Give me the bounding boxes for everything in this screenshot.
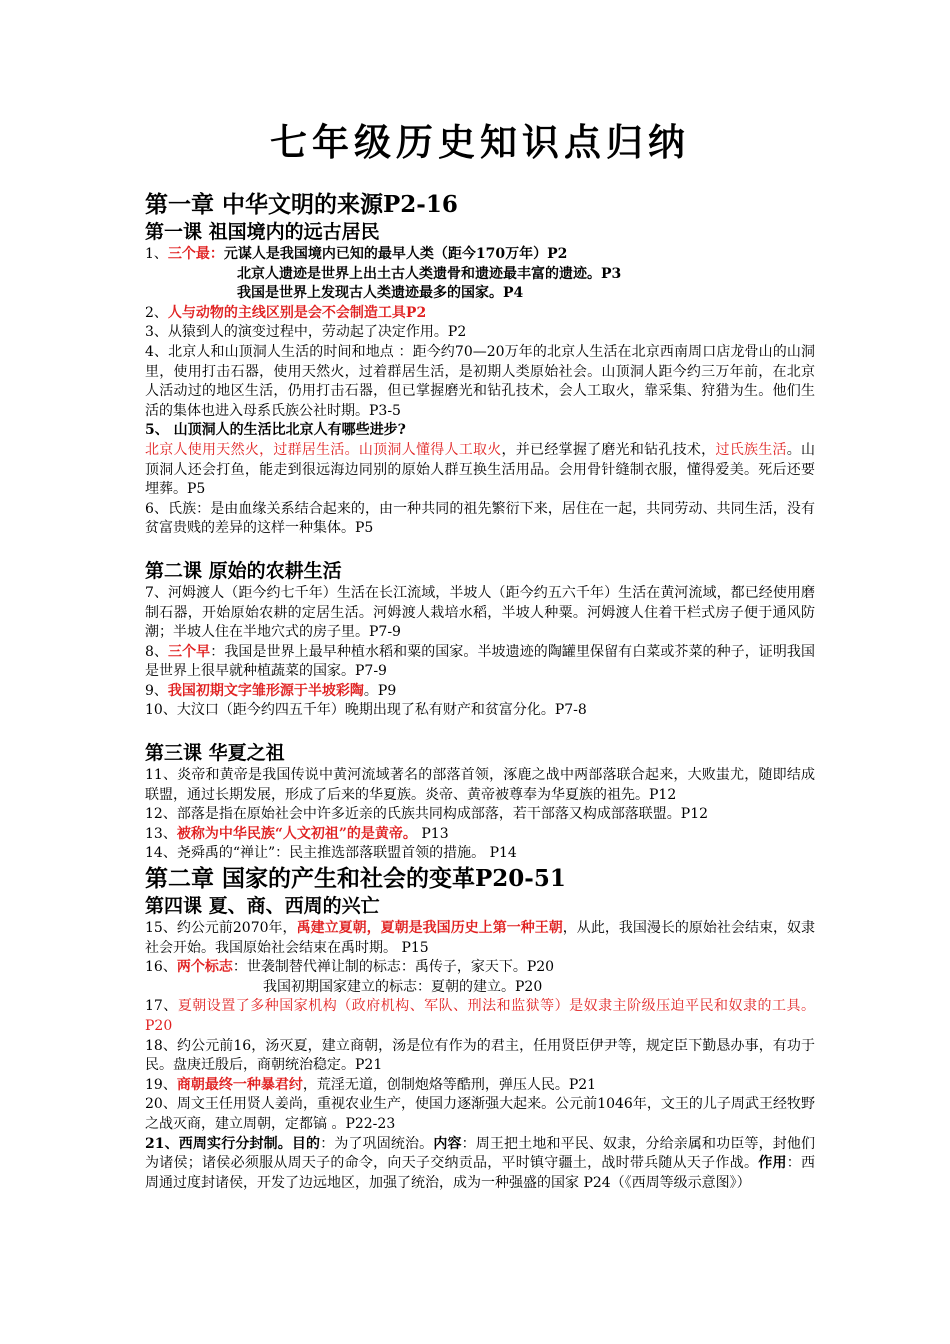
point-13: 13、被称为中华民族“人文初祖”的是黄帝。 P13 [145,825,449,842]
point-2: 2、人与动物的主线区别是会不会制造工具P2 [145,304,427,321]
point-3: 3、从猿到人的演变过程中，劳动起了决定作用。P2 [145,324,467,341]
point-15: 15、约公元前2070年，禹建立夏朝，夏朝是我国历史上第一种王朝，从此，我国漫长的原始社会结束，奴隶社会开始。我国原始社会结束在禹时期。 P15 [145,920,816,956]
point-16: 16、两个标志：世袭制替代禅让制的标志：禹传子，家天下。P20 [145,959,555,976]
point-17: 17、夏朝设置了多种国家机构（政府机构、军队、刑法和监狱等）是奴隶主阶级压迫平民和奴隶的工具。P20 [145,998,815,1034]
point-4: 4、北京人和山顶洞人生活的时间和地点 ：距今约70—20万年的北京人生活在北京西南周口店龙骨山的山洞里，使用打击石器，使用天然火，过着群居生活，是初期人类原始社会。山顶洞人距今约三万年前，在北京人活动过的地区生活，仍用打击石器，但已掌握磨光和钻孔技术，会人工取火，靠采集、狩猎为生。他们生活的集体也进入母系氏族公社时期。P3-5 [145,343,815,419]
point-5-question: 5、 山顶洞人的生活比北京人有哪些进步? [145,422,406,439]
point-16-line-2: 我国初期国家建立的标志：夏朝的建立。P20 [263,978,543,995]
point-19: 19、商朝最终一种暴君纣，荒淫无道，创制炮烙等酷刑，弹压人民。P21 [145,1076,597,1093]
point-5-answer: 北京人使用天然火，过群居生活。山顶洞人懂得人工取火，并已经掌握了磨光和钻孔技术，过氏族生活。山顶洞人还会打鱼，能走到很远海边同别的原始人群互换生活用品。会用骨针缝制衣服，懂得爱美。死后还要埋葬。P5 [145,441,816,498]
chapter-2-title: 第二章 国家的产生和社会的变革P20-51 [145,865,566,893]
point-11: 11、炎帝和黄帝是我国传说中黄河流域著名的部落首领，涿鹿之战中两部落联合起来，大败蚩尤，随即结成联盟，通过长期发展，形成了后来的华夏族。炎帝、黄帝被尊奉为华夏族的祖先。P12 [145,767,815,803]
point-21: 21、西周实行分封制。目的：为了巩固统治。内容：周王把土地和平民、奴隶，分给亲属和功臣等，封他们为诸侯；诸侯必须服从周天子的命令，向天子交纳贡品，平时镇守疆土，战时带兵随从天子作战。作用：西周通过度封诸侯，开发了边远地区，加强了统治，成为一种强盛的国家 P24（《西周等级示意图》） [145,1135,816,1191]
lesson-3-title: 第三课 华夏之祖 [145,742,285,765]
point-6: 6、氏族：是由血缘关系结合起来的，由一种共同的祖先繁衍下来，居住在一起，共同劳动、共同生活，没有贫富贵贱的差异的这样一种集体。P5 [145,500,815,537]
point-1-line-2: 北京人遗迹是世界上出土古人类遗骨和遗迹最丰富的遗迹。P3 [237,265,622,282]
page-title: 七年级历史知识点归纳 [270,121,690,164]
lesson-4-title: 第四课 夏、商、西周的兴亡 [145,895,380,918]
point-18: 18、约公元前16，汤灭夏，建立商朝，汤是位有作为的君主，任用贤臣伊尹等，规定臣下勤恳办事，有功于民。盘庚迁殷后，商朝统治稳定。P21 [145,1037,815,1074]
document-page [145,118,815,1193]
point-20: 20、周文王任用贤人姜尚，重视农业生产，使国力逐渐强大起来。公元前1046年，文王的儿子周武王经牧野之战灭商，建立周朝，定都镐 。P22-23 [145,1096,815,1132]
point-1: 1、三个最：元谋人是我国境内已知的最早人类（距今170万年）P2 [145,246,568,262]
point-1-label: 三个最： [167,246,224,262]
lesson-1-title: 第一课 祖国境内的远古居民 [145,221,380,243]
point-7: 7、河姆渡人（距今约七千年）生活在长江流域，半坡人（距今约五六千年）生活在黄河流域，都已经使用磨制石器，开始原始农耕的定居生活。河姆渡人栽培水稻，半坡人种粟。河姆渡人住着干栏式房子便于通风防潮；半坡人住在半地穴式的房子里。P7-9 [145,584,815,641]
chapter-1-title: 第一章 中华文明的来源P2-16 [145,191,458,218]
point-14: 14、尧舜禹的“禅让”：民主推选部落联盟首领的措施。 P14 [145,845,517,862]
lesson-2-title: 第二课 原始的农耕生活 [145,559,342,582]
point-8: 8、三个早：我国是世界上最早种植水稻和粟的国家。半坡遗迹的陶罐里保留有白菜或芥菜的种子，证明我国是世界上很早就种植蔬菜的国家。P7-9 [145,643,815,680]
point-10: 10、大汶口（距今约四五千年）晚期出现了私有财产和贫富分化。P7-8 [145,702,587,719]
point-12: 12、部落是指在原始社会中许多近亲的氏族共同构成部落，若干部落又构成部落联盟。P12 [145,806,709,823]
point-1-line-3: 我国是世界上发现古人类遗迹最多的国家。P4 [237,285,524,302]
point-9: 9、我国初期文字雏形源于半坡彩陶。P9 [145,682,397,699]
